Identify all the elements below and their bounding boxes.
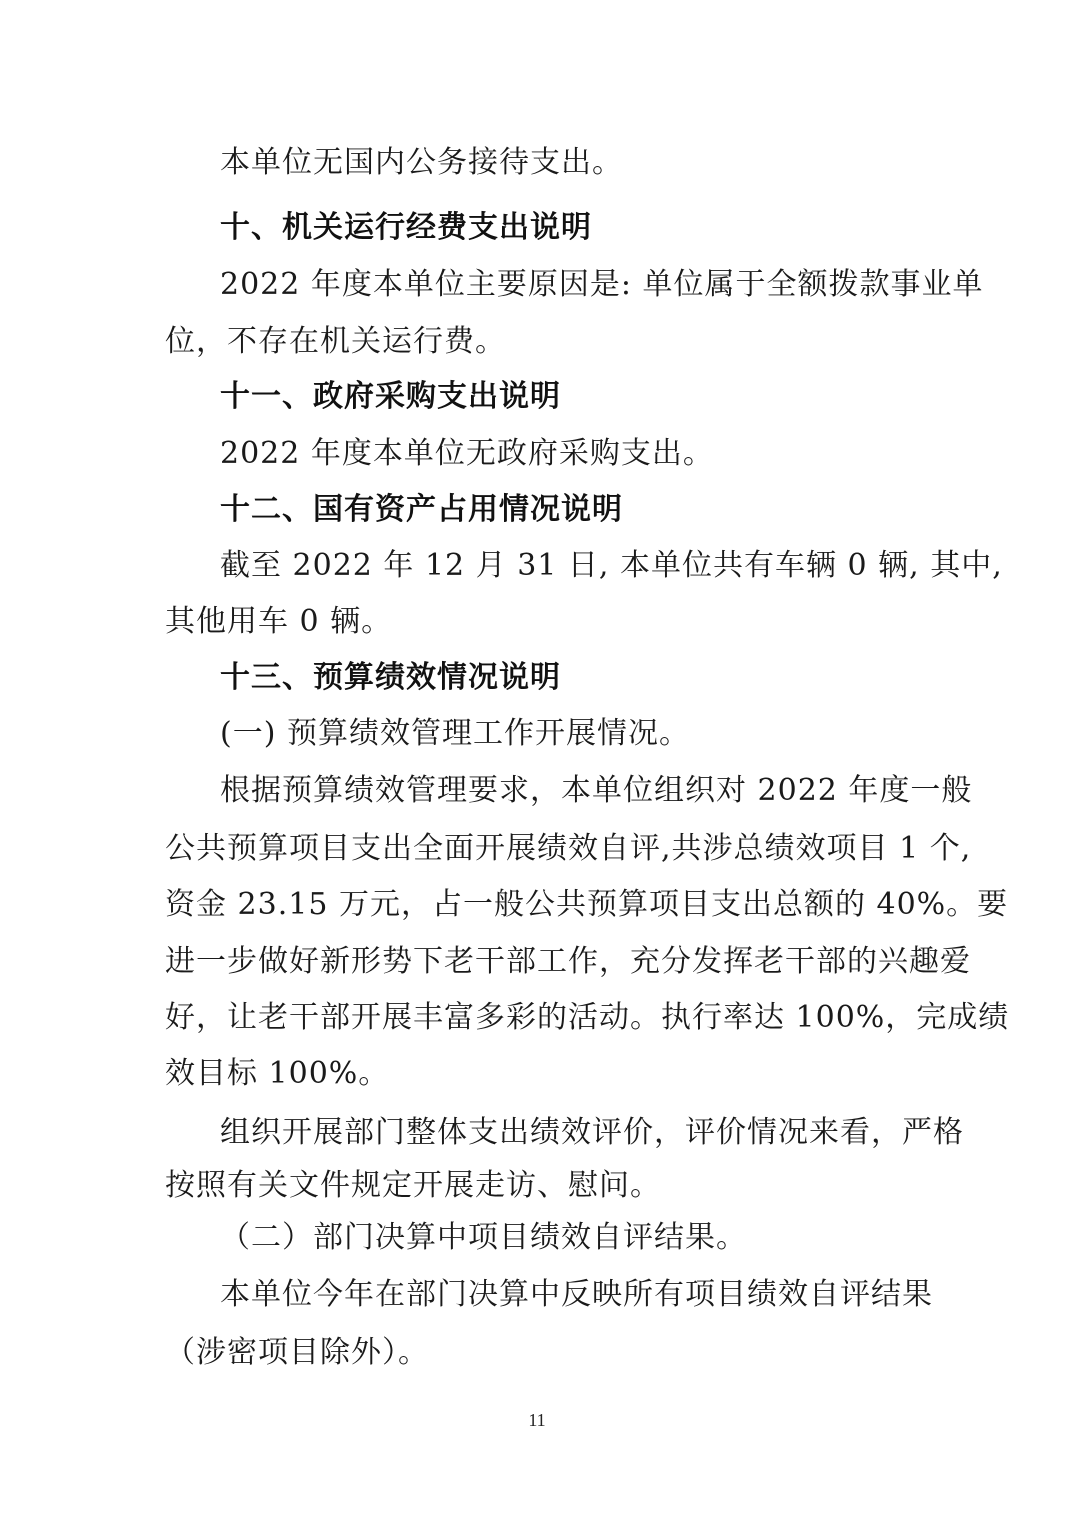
paragraph-line: 根据预算绩效管理要求，本单位组织对 2022 年度一般 [220,773,973,808]
page-number: 11 [528,1410,546,1430]
paragraph-line: 组织开展部门整体支出绩效评价，评价情况来看，严格 [220,1115,964,1150]
paragraph-line: 公共预算项目支出全面开展绩效自评,共涉总绩效项目 1 个, [165,831,972,866]
paragraph-line: 本单位无国内公务接待支出。 [220,145,623,180]
paragraph-line: 2022 年度本单位无政府采购支出。 [220,436,714,471]
paragraph-line: 进一步做好新形势下老干部工作，充分发挥老干部的兴趣爱 [165,944,971,979]
paragraph-line: 按照有关文件规定开展走访、慰问。 [165,1168,661,1203]
paragraph-line: 好，让老干部开展丰富多彩的活动。执行率达 100%，完成绩 [165,1000,1010,1035]
paragraph-line: 本单位今年在部门决算中反映所有项目绩效自评结果 [220,1277,933,1312]
section-heading: 十、机关运行经费支出说明 [220,210,592,245]
section-heading: 十三、预算绩效情况说明 [220,660,561,695]
paragraph-line: 资金 23.15 万元，占一般公共预算项目支出总额的 40%。要 [165,887,1009,922]
paragraph-line: 效目标 100%。 [165,1056,390,1091]
subsection-heading: （二）部门决算中项目绩效自评结果。 [220,1220,747,1255]
section-heading: 十一、政府采购支出说明 [220,379,561,414]
paragraph-line: 2022 年度本单位主要原因是: 单位属于全额拨款事业单 [220,267,984,302]
section-heading: 十二、国有资产占用情况说明 [220,492,623,527]
paragraph-line: 其他用车 0 辆。 [165,604,393,639]
paragraph-line: 位，不存在机关运行费。 [165,324,506,359]
paragraph-line: 截至 2022 年 12 月 31 日, 本单位共有车辆 0 辆, 其中, [220,548,1003,583]
subsection-heading: (一) 预算绩效管理工作开展情况。 [220,716,690,751]
paragraph-line: （涉密项目除外）。 [165,1335,429,1370]
